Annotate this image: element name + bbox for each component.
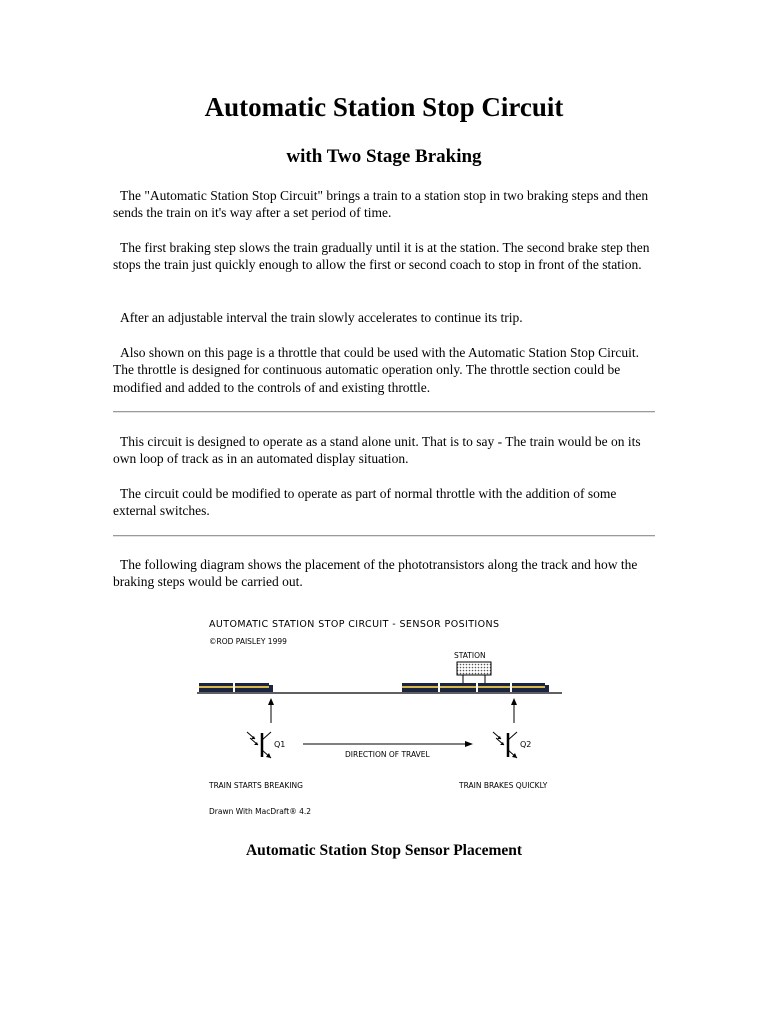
- direction-label: DIRECTION OF TRAVEL: [345, 750, 430, 759]
- paragraph-diagram-intro: The following diagram shows the placement of the phototransistors along the track and how the braking steps would be carried out.: [113, 557, 638, 590]
- sensor-q1-label: Q1: [274, 740, 286, 749]
- paragraph-stand-alone: This circuit is designed to operate as a stand alone unit. That is to say - The train would be on its own loop of track as in an automated display situation.: [113, 434, 641, 467]
- paragraph-interval: After an adjustable interval the train slowly accelerates to continue its trip.: [120, 310, 523, 325]
- sensor-q1-arrow: [268, 698, 274, 723]
- sensor-q2-arrow: [511, 698, 517, 723]
- station-building: [457, 662, 491, 675]
- page-title: Automatic Station Stop Circuit: [204, 92, 564, 122]
- direction-arrowhead: [465, 741, 473, 747]
- sensor-q2-label: Q2: [520, 740, 532, 749]
- diagram-credit: Drawn With MacDraft® 4.2: [209, 807, 312, 816]
- horizontal-divider: [113, 535, 655, 537]
- phototransistor-q1-icon: [247, 732, 271, 758]
- phototransistor-q2-icon: [493, 732, 517, 758]
- sensor-q1-caption: TRAIN STARTS BREAKING: [209, 781, 303, 790]
- train-left: [199, 683, 273, 692]
- train-at-station: [402, 683, 549, 692]
- figure-caption: Automatic Station Stop Sensor Placement: [245, 842, 523, 859]
- horizontal-divider: [113, 411, 655, 413]
- diagram-copyright: ©ROD PAISLEY 1999: [209, 637, 287, 646]
- paragraph-modification: The circuit could be modified to operate as part of normal throttle with the addition of some external switches.: [113, 486, 617, 519]
- paragraph-throttle: Also shown on this page is a throttle that could be used with the Automatic Station Stop Circuit. The throttle is designed for continuous automatic operation only. The throttle section could be modified and added to the controls of and existing throttle.: [113, 345, 639, 395]
- station-label: STATION: [454, 651, 486, 660]
- sensor-position-diagram: [195, 612, 565, 822]
- sensor-q2-caption: TRAIN BRAKES QUICKLY: [459, 781, 548, 790]
- diagram-title: AUTOMATIC STATION STOP CIRCUIT - SENSOR POSITIONS: [209, 619, 500, 630]
- paragraph-intro: The "Automatic Station Stop Circuit" brings a train to a station stop in two braking steps and then sends the train on it's way after a set period of time.: [113, 188, 649, 221]
- paragraph-braking-steps: The first braking step slows the train gradually until it is at the station. The second brake step then stops the train just quickly enough to allow the first or second coach to stop in front of the station.: [113, 240, 650, 273]
- page-subtitle: with Two Stage Braking: [286, 146, 482, 167]
